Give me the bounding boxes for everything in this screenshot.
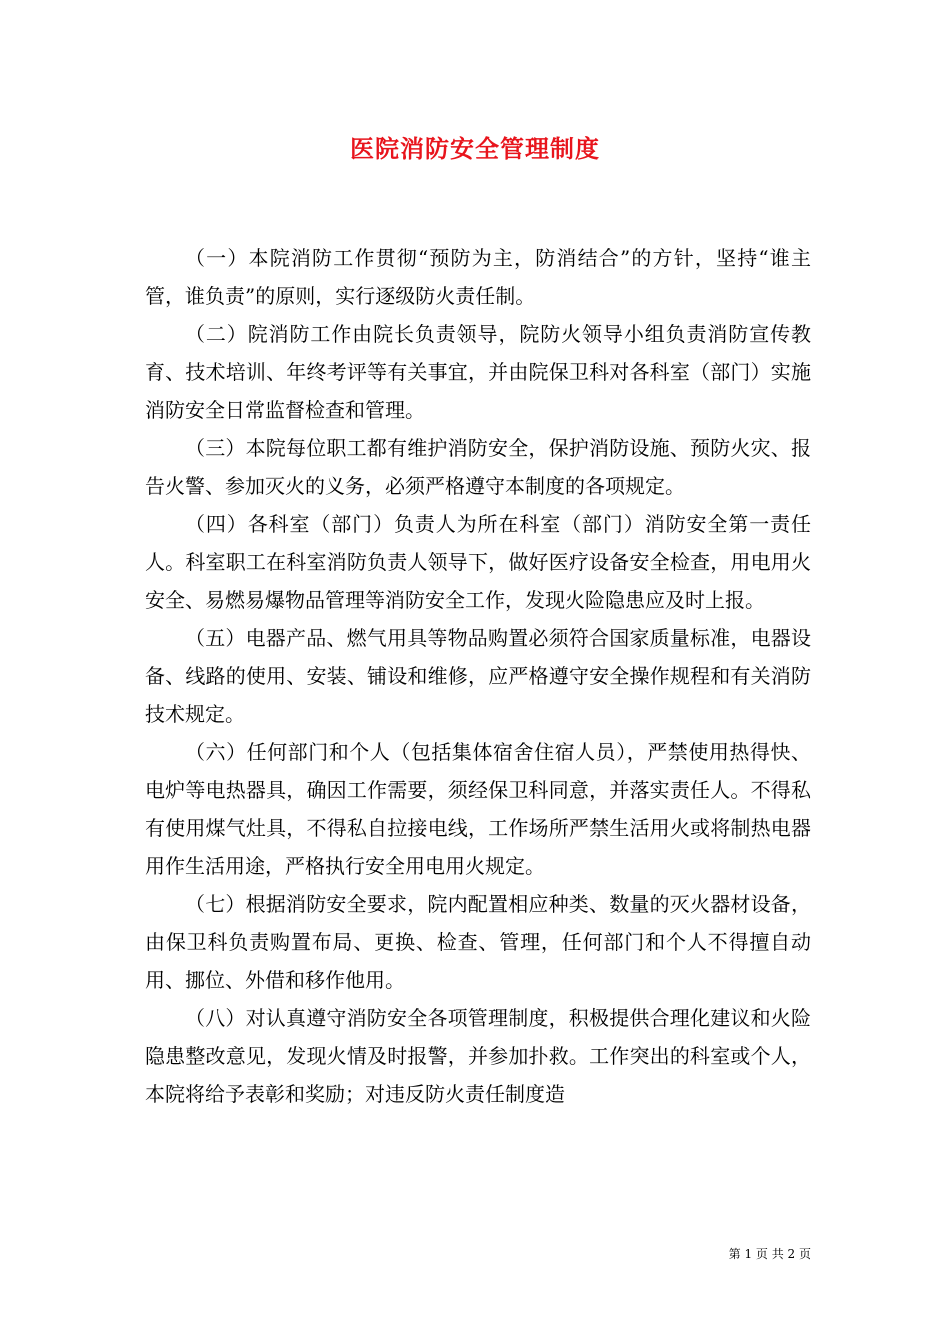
paragraph-7: （七）根据消防安全要求，院内配置相应种类、数量的灭火器材设备，由保卫科负责购置布局、更换、检查、管理，任何部门和个人不得擅自动用、挪位、外借和移作他用。: [145, 892, 811, 992]
paragraph-4: （四）各科室（部门）负责人为所在科室（部门）消防安全第一责任人。科室职工在科室消防负责人领导下，做好医疗设备安全检查，用电用火安全、易燃易爆物品管理等消防安全工作，发现火险隐患应及时上报。: [145, 512, 811, 612]
paragraph-2: （二）院消防工作由院长负责领导，院防火领导小组负责消防宣传教育、技术培训、年终考评等有关事宜，并由院保卫科对各科室（部门）实施消防安全日常监督检查和管理。: [145, 322, 811, 422]
paragraph-5: （五）电器产品、燃气用具等物品购置必须符合国家质量标准，电器设备、线路的使用、安装、铺设和维修，应严格遵守安全操作规程和有关消防技术规定。: [145, 626, 811, 726]
page-number-footer: 第 1 页 共 2 页: [728, 1247, 811, 1261]
document-title: 医院消防安全管理制度: [350, 134, 600, 163]
paragraph-3: （三）本院每位职工都有维护消防安全，保护消防设施、预防火灾、报告火警、参加灭火的义务，必须严格遵守本制度的各项规定。: [145, 436, 811, 498]
paragraph-1: （一）本院消防工作贯彻“预防为主，防消结合”的方针，坚持“谁主管，谁负责”的原则，实行逐级防火责任制。: [145, 246, 811, 308]
document-body: [145, 239, 811, 1113]
paragraph-6: （六）任何部门和个人（包括集体宿舍住宿人员），严禁使用热得快、电炉等电热器具，确因工作需要，须经保卫科同意，并落实责任人。不得私有使用煤气灶具，不得私自拉接电线，工作场所严禁生活用火或将制热电器用作生活用途，严格执行安全用电用火规定。: [145, 740, 811, 878]
paragraph-8: （八）对认真遵守消防安全各项管理制度，积极提供合理化建议和火险隐患整改意见，发现火情及时报警，并参加扑救。工作突出的科室或个人，本院将给予表彰和奖励；对违反防火责任制度造: [145, 1006, 811, 1106]
